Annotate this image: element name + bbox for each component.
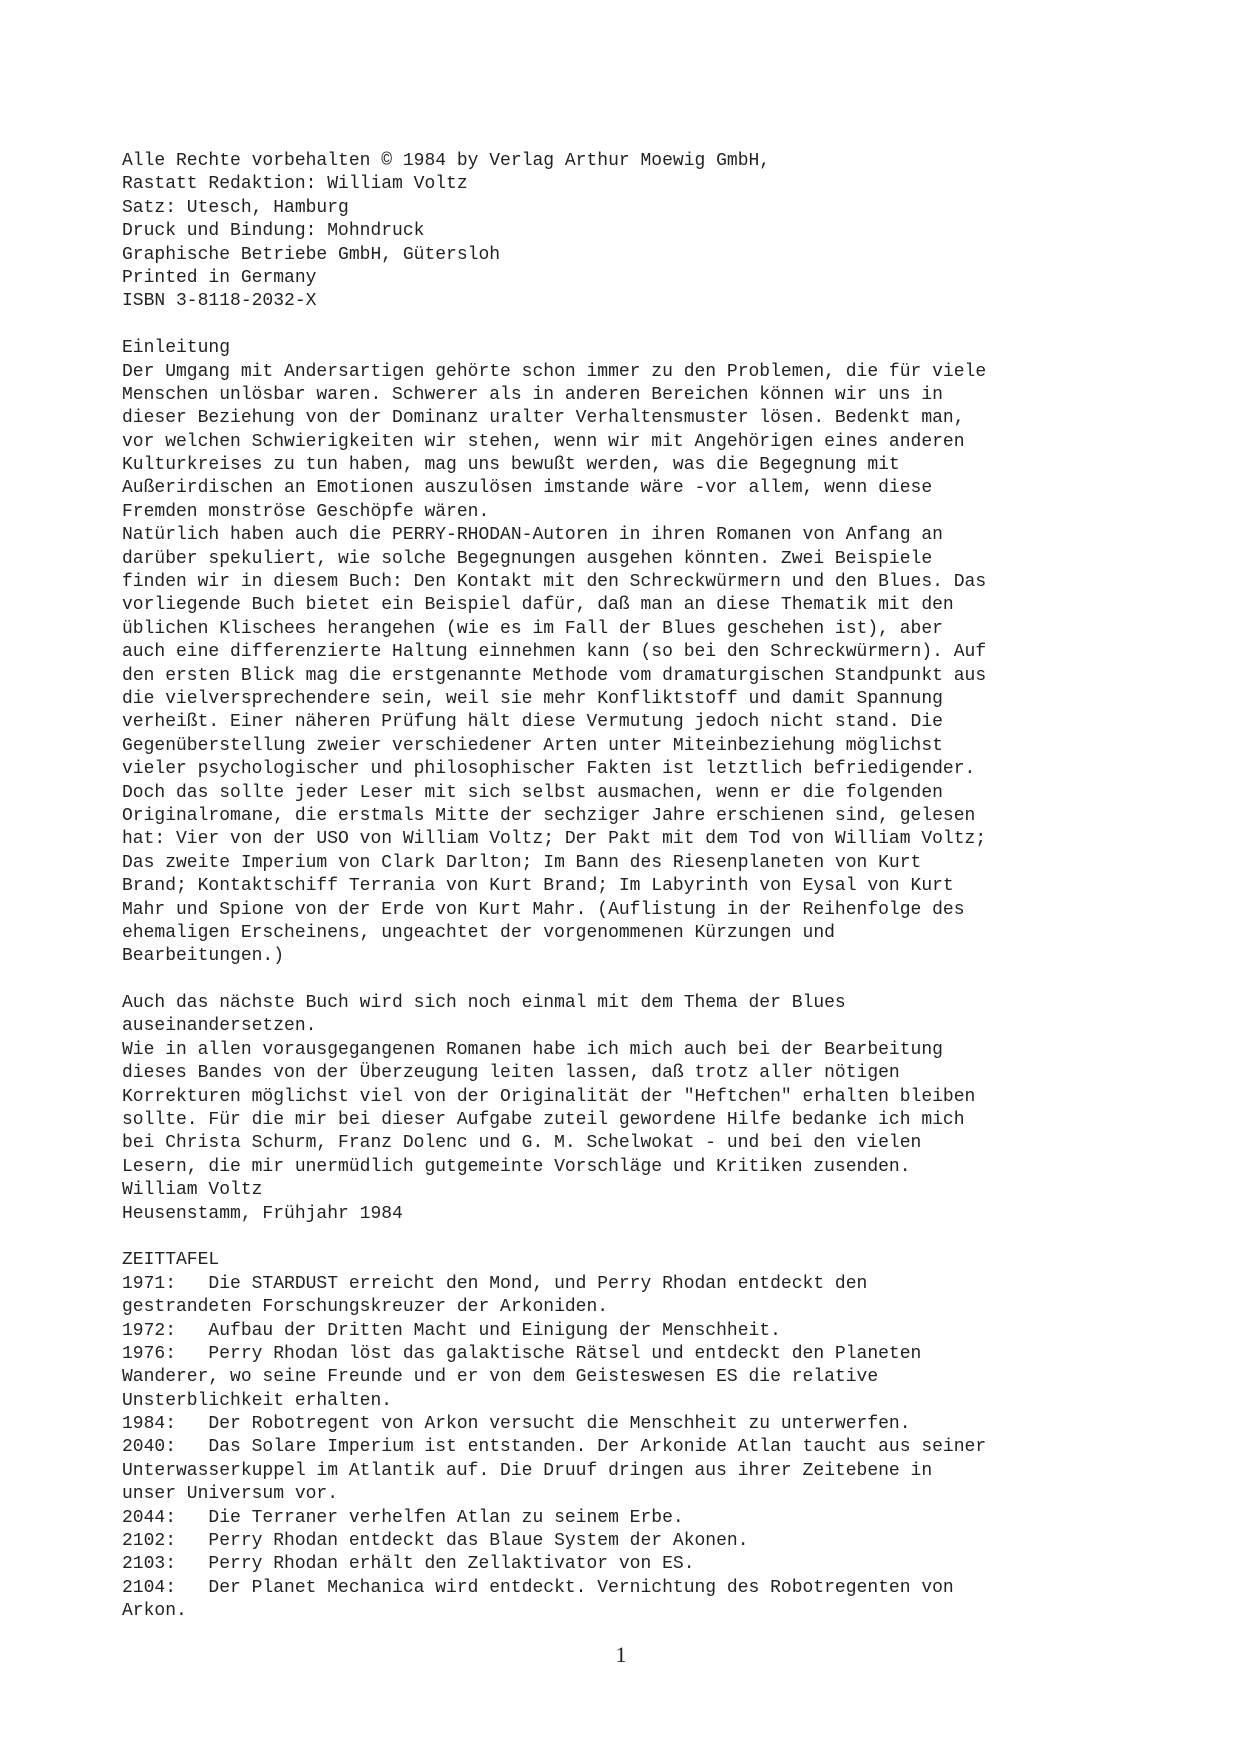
- imprint-line: Printed in Germany: [122, 267, 317, 288]
- place-date: Heusenstamm, Frühjahr 1984: [122, 1203, 403, 1224]
- introduction-line: Doch das sollte jeder Leser mit sich selbst ausmachen, wenn er die folgenden: [122, 782, 943, 803]
- afterword-line: auseinandersetzen.: [122, 1016, 317, 1037]
- timeline-line: 2104: Der Planet Mechanica wird entdeckt. Vernichtung des Robotregenten von: [122, 1577, 954, 1598]
- introduction-line: ehemaligen Erscheinens, ungeachtet der vorgenommenen Kürzungen und: [122, 922, 835, 943]
- afterword-line: sollte. Für die mir bei dieser Aufgabe zuteil gewordene Hilfe bedanke ich mich: [122, 1110, 965, 1131]
- timeline-line: 2102: Perry Rhodan entdeckt das Blaue System der Akonen.: [122, 1531, 749, 1552]
- timeline-line: 2040: Das Solare Imperium ist entstanden. Der Arkonide Atlan taucht aus seiner: [122, 1437, 987, 1458]
- introduction-line: vieler psychologischer und philosophischer Fakten ist letztlich befriedigender.: [122, 759, 976, 780]
- afterword-line: Wie in allen vorausgegangenen Romanen habe ich mich auch bei der Bearbeitung: [122, 1039, 943, 1060]
- introduction-line: Der Umgang mit Andersartigen gehörte schon immer zu den Problemen, die für viele: [122, 361, 987, 382]
- timeline-line: Arkon.: [122, 1601, 187, 1622]
- introduction-line: Brand; Kontaktschiff Terrania von Kurt Brand; Im Labyrinth von Eysal von Kurt: [122, 876, 954, 897]
- timeline-line: Unsterblichkeit erhalten.: [122, 1390, 393, 1411]
- blank-line: [122, 314, 1132, 337]
- introduction-section: [122, 337, 1132, 969]
- timeline-line: Unterwasserkuppel im Atlantik auf. Die Druuf dringen aus ihrer Zeitebene in: [122, 1460, 933, 1481]
- imprint-line: ISBN 3-8118-2032-X: [122, 291, 317, 312]
- introduction-heading: Einleitung: [122, 338, 231, 359]
- afterword-section: [122, 992, 1132, 1226]
- imprint-line: Alle Rechte vorbehalten © 1984 by Verlag Arthur Moewig GmbH,: [122, 151, 771, 171]
- document-page: [122, 150, 1132, 1624]
- author-signature: William Voltz: [122, 1180, 263, 1201]
- introduction-line: finden wir in diesem Buch: Den Kontakt mit den Schreckwürmern und den Blues. Das: [122, 572, 987, 593]
- afterword-line: Korrekturen möglichst viel von der Originalität der "Heftchen" erhalten bleiben: [122, 1086, 976, 1107]
- page-number: 1: [615, 1642, 627, 1667]
- introduction-line: üblichen Klischees herangehen (wie es im Fall der Blues geschehen ist), aber: [122, 618, 943, 639]
- introduction-line: den ersten Blick mag die erstgenannte Methode vom dramaturgischen Standpunkt aus: [122, 665, 987, 686]
- timeline-line: 1971: Die STARDUST erreicht den Mond, und Perry Rhodan entdeckt den: [122, 1273, 868, 1294]
- introduction-line: verheißt. Einer näheren Prüfung hält diese Vermutung jedoch nicht stand. Die: [122, 712, 943, 733]
- blank-line: [122, 1226, 1132, 1249]
- timeline-line: 1972: Aufbau der Dritten Macht und Einigung der Menschheit.: [122, 1320, 781, 1341]
- timeline-line: 2044: Die Terraner verhelfen Atlan zu seinem Erbe.: [122, 1507, 684, 1528]
- imprint-line: Satz: Utesch, Hamburg: [122, 197, 349, 218]
- imprint-line: Rastatt Redaktion: William Voltz: [122, 174, 468, 195]
- introduction-line: darüber spekuliert, wie solche Begegnungen ausgehen könnten. Zwei Beispiele: [122, 548, 933, 569]
- introduction-line: die vielversprechendere sein, weil sie mehr Konfliktstoff und damit Spannung: [122, 688, 943, 709]
- blank-line: [122, 969, 1132, 992]
- timeline-section: [122, 1249, 1132, 1623]
- introduction-line: Das zweite Imperium von Clark Darlton; Im Bann des Riesenplaneten von Kurt: [122, 852, 922, 873]
- introduction-line: Kulturkreises zu tun haben, mag uns bewußt werden, was die Begegnung mit: [122, 455, 900, 476]
- timeline-line: gestrandeten Forschungskreuzer der Arkoniden.: [122, 1297, 609, 1318]
- introduction-line: dieser Beziehung von der Dominanz uralter Verhaltensmuster lösen. Bedenkt man,: [122, 408, 965, 429]
- timeline-line: 2103: Perry Rhodan erhält den Zellaktivator von ES.: [122, 1554, 695, 1575]
- imprint-block: [122, 150, 1132, 314]
- imprint-line: Graphische Betriebe GmbH, Gütersloh: [122, 244, 501, 265]
- imprint-line: Druck und Bindung: Mohndruck: [122, 221, 425, 242]
- introduction-line: vor welchen Schwierigkeiten wir stehen, wenn wir mit Angehörigen eines anderen: [122, 431, 965, 452]
- introduction-line: Menschen unlösbar waren. Schwerer als in anderen Bereichen können wir uns in: [122, 384, 943, 405]
- introduction-line: auch eine differenzierte Haltung einnehmen kann (so bei den Schreckwürmern). Auf: [122, 642, 987, 663]
- afterword-line: bei Christa Schurm, Franz Dolenc und G. M. Schelwokat - und bei den vielen: [122, 1133, 922, 1154]
- afterword-line: Auch das nächste Buch wird sich noch einmal mit dem Thema der Blues: [122, 993, 846, 1014]
- timeline-line: 1984: Der Robotregent von Arkon versucht die Menschheit zu unterwerfen.: [122, 1414, 911, 1435]
- timeline-line: Wanderer, wo seine Freunde und er von dem Geisteswesen ES die relative: [122, 1367, 879, 1388]
- introduction-line: Mahr und Spione von der Erde von Kurt Mahr. (Auflistung in der Reihenfolge des: [122, 899, 965, 920]
- introduction-line: Bearbeitungen.): [122, 946, 285, 967]
- introduction-line: Originalromane, die erstmals Mitte der sechziger Jahre erschienen sind, gelesen: [122, 805, 976, 826]
- introduction-line: Gegenüberstellung zweier verschiedener Arten unter Miteinbeziehung möglichst: [122, 735, 943, 756]
- introduction-line: Fremden monströse Geschöpfe wären.: [122, 501, 490, 522]
- timeline-line: 1976: Perry Rhodan löst das galaktische Rätsel und entdeckt den Planeten: [122, 1343, 922, 1364]
- afterword-line: Lesern, die mir unermüdlich gutgemeinte Vorschläge und Kritiken zusenden.: [122, 1156, 911, 1177]
- introduction-line: Natürlich haben auch die PERRY-RHODAN-Autoren in ihren Romanen von Anfang an: [122, 525, 943, 546]
- introduction-line: hat: Vier von der USO von William Voltz; Der Pakt mit dem Tod von William Voltz;: [122, 829, 987, 850]
- timeline-line: unser Universum vor.: [122, 1484, 339, 1505]
- introduction-line: Außerirdischen an Emotionen auszulösen imstande wäre -vor allem, wenn diese: [122, 478, 933, 499]
- introduction-line: vorliegende Buch bietet ein Beispiel dafür, daß man an diese Thematik mit den: [122, 595, 954, 616]
- afterword-line: dieses Bandes von der Überzeugung leiten lassen, daß trotz aller nötigen: [122, 1063, 900, 1084]
- timeline-heading: ZEITTAFEL: [122, 1250, 220, 1271]
